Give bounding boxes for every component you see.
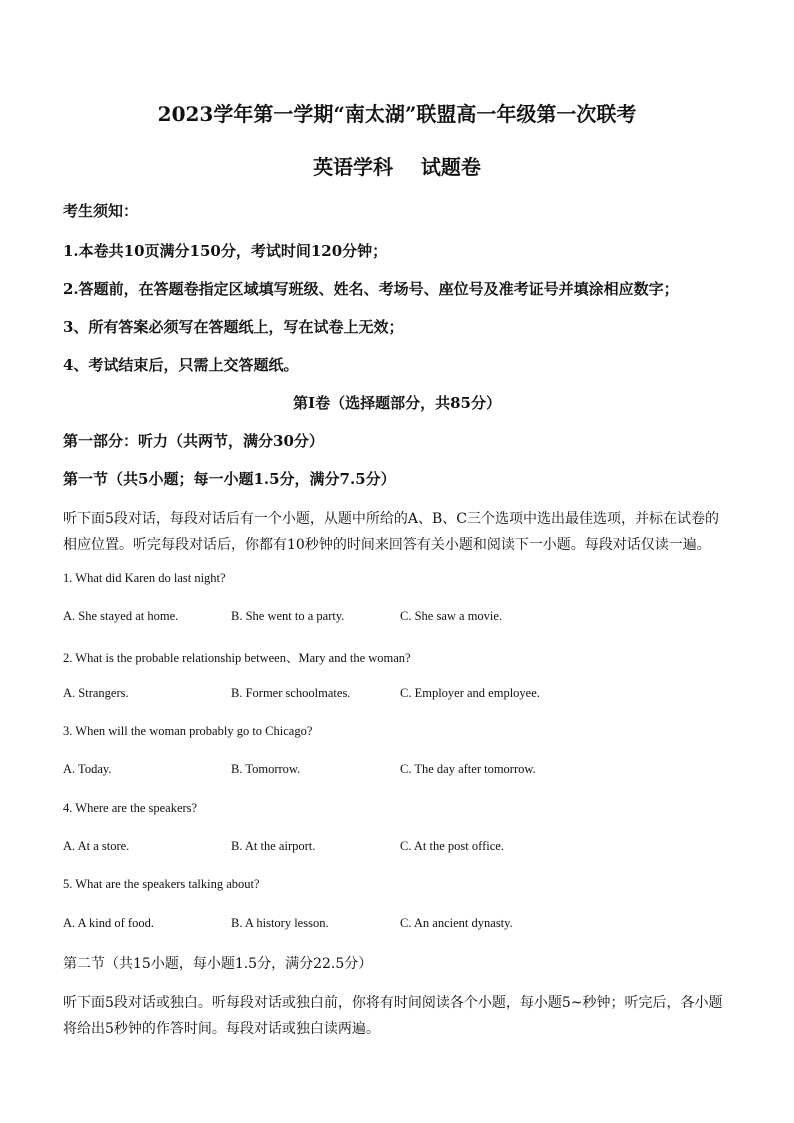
option-a: A. She stayed at home. [63, 609, 179, 623]
question-2: 2. What is the probable relationship between、Mary and the woman? [63, 651, 411, 665]
section1-instructions-line2: 相应位置。听完每段对话后，你都有10秒钟的时间来回答有关小题和阅读下一小题。每段对话仅读一遍。 [63, 537, 711, 553]
question-5: 5. What are the speakers talking about? [63, 877, 260, 891]
notice-item-1: 1.本卷共10页满分150分，考试时间120分钟； [63, 242, 388, 260]
notice-heading: 考生须知： [63, 202, 139, 220]
option-c: C. An ancient dynasty. [400, 916, 513, 930]
part1-title: 第一部分：听力（共两节，满分30分） [63, 432, 324, 450]
section1-instructions-line1: 听下面5段对话，每段对话后有一个小题，从题中所给的A、B、C三个选项中选出最佳选项，并标在试卷的 [63, 511, 720, 527]
section2-instructions-line2: 将给出5秒钟的作答时间。每段对话或独白读两遍。 [63, 1021, 380, 1037]
option-a: A. Strangers. [63, 686, 129, 700]
option-c: C. The day after tomorrow. [400, 762, 536, 776]
exam-title: 2023学年第一学期“南太湖”联盟高一年级第一次联考 [157, 102, 637, 126]
notice-item-4: 4、考试结束后，只需上交答题纸。 [63, 356, 299, 374]
exam-subtitle: 英语学科 试题卷 [313, 155, 481, 179]
option-c: C. Employer and employee. [400, 686, 540, 700]
option-c: C. At the post office. [400, 839, 504, 853]
notice-item-2: 2.答题前，在答题卷指定区域填写班级、姓名、考场号、座位号及准考证号并填涂相应数字； [63, 280, 679, 298]
question-3: 3. When will the woman probably go to Chicago? [63, 724, 313, 738]
option-a: A. A kind of food. [63, 916, 154, 930]
option-a: A. At a store. [63, 839, 130, 853]
option-b: B. Former schoolmates. [231, 686, 351, 700]
option-b: B. A history lesson. [231, 916, 329, 930]
question-4: 4. Where are the speakers? [63, 801, 198, 815]
question-1: 1. What did Karen do last night? [63, 571, 226, 585]
option-b: B. Tomorrow. [231, 762, 301, 776]
option-a: A. Today. [63, 762, 112, 776]
section2-title: 第二节（共15小题，每小题1.5分，满分22.5分） [63, 956, 373, 972]
option-b: B. At the airport. [231, 839, 316, 853]
notice-item-3: 3、所有答案必须写在答题纸上，写在试卷上无效； [63, 318, 404, 336]
option-c: C. She saw a movie. [400, 609, 503, 623]
volume-title: 第Ⅰ卷（选择题部分，共85分） [293, 394, 501, 412]
option-b: B. She went to a party. [231, 609, 345, 623]
section2-instructions-line1: 听下面5段对话或独白。听每段对话或独白前，你将有时间阅读各个小题，每小题5~秒钟；听完后，各小题 [63, 995, 723, 1011]
section1-title: 第一节（共5小题；每一小题1.5分，满分7.5分） [63, 470, 396, 488]
